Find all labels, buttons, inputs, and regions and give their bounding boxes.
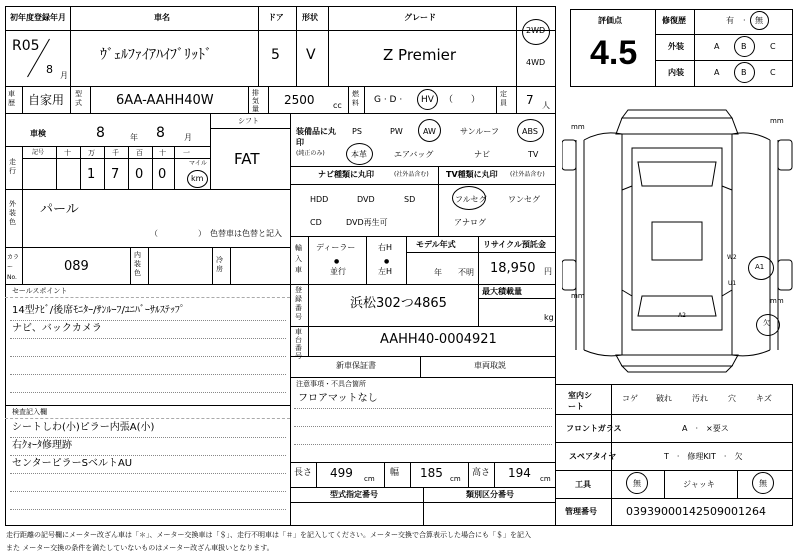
mileage-digit-label-4: 十 xyxy=(159,149,166,157)
diagram-mark-missing: 欠 xyxy=(763,319,770,327)
sales-points-label: セールスポイント xyxy=(12,287,68,295)
length-label: 長さ xyxy=(294,468,313,478)
diagram-mark-a1: A1 xyxy=(755,263,765,271)
sheet-item-burn: コゲ xyxy=(622,394,638,403)
tv-type-label: TV種類に丸印 xyxy=(446,170,498,179)
fuel-hv: HV xyxy=(421,95,434,105)
mileage-unit-km: km xyxy=(191,174,204,183)
interior-grade-b: B xyxy=(741,68,747,77)
fuel-label: 燃料 xyxy=(352,90,359,107)
first-reg-month: 8 xyxy=(46,63,53,76)
color-code-label: カラーNo. xyxy=(7,254,20,281)
footer-note-1: 走行距離の記号欄にメーター改ざん車は「＊」、メーター交換車は「＄」、走行不明車は「＃」を記入してください。メーター交換で合算表示した場合にも「＄」を記入 xyxy=(6,531,531,539)
new-car-warranty: 新車保証書 xyxy=(336,361,376,370)
nav-cd: CD xyxy=(310,218,322,227)
equip-pw: PW xyxy=(390,127,403,136)
diagram-mm-1: mm xyxy=(571,123,585,131)
import-dealer: ディーラー xyxy=(316,243,356,252)
width-unit: cm xyxy=(450,475,461,483)
equip-navi: ナビ xyxy=(474,150,490,159)
car-name-label: 車名 xyxy=(154,13,170,22)
sheet-item-dirt: 汚れ xyxy=(692,394,708,403)
exterior-grade-a: A xyxy=(714,42,720,51)
mileage-digit-label-3: 百 xyxy=(136,149,143,157)
import-label: 輸入車 xyxy=(295,244,302,274)
color-note-paren: （ ） xyxy=(150,229,206,238)
car-manual: 車両取説 xyxy=(474,361,506,370)
car-name: ｳﾞｪﾙﾌｧｲｱﾊｲﾌﾞﾘｯﾄﾞ xyxy=(100,47,212,63)
equip-aw: AW xyxy=(423,127,436,136)
door-label: ドア xyxy=(268,13,284,22)
first-reg-month-unit: 月 xyxy=(60,71,68,80)
sales-point-2: ナビ、バックカメラ xyxy=(12,323,102,334)
nav-dvd-play: DVD再生可 xyxy=(346,218,388,227)
nav-type-label: ナビ種類に丸印 xyxy=(318,170,374,179)
first-reg-label: 初年度登録年月 xyxy=(10,13,66,22)
footer-note-2: また メーター交換の条件を満たしていないものはメーター改ざん車扱いとなります。 xyxy=(6,544,274,552)
first-reg-year: R05 xyxy=(12,38,40,54)
inspection-year: 8 xyxy=(96,125,105,141)
repair-yes: 有 xyxy=(726,16,734,25)
diagram-mark-w2: W2 xyxy=(727,254,737,261)
max-load-unit: kg xyxy=(544,313,554,322)
mileage-digit-2: 7 xyxy=(111,167,120,182)
diagram-mm-3: mm xyxy=(571,292,585,300)
import-parallel: 並行 xyxy=(330,267,346,276)
equip-tv: TV xyxy=(528,150,539,159)
model-year-unit: 年 xyxy=(434,268,442,277)
import-dot: ● xyxy=(334,258,340,265)
tools-value: 無 xyxy=(633,479,641,488)
drive-4wd: 4WD xyxy=(526,58,546,67)
windshield-label: フロントガラス xyxy=(566,424,622,433)
model-value: 6AA-AAHH40W xyxy=(116,93,214,108)
diagram-mark-a2: A2 xyxy=(678,312,686,319)
length-unit: cm xyxy=(364,475,375,483)
grade-value: Z Premier xyxy=(383,46,457,64)
recycle-unit: 円 xyxy=(544,267,552,276)
tools-label: 工具 xyxy=(575,480,591,489)
jack-label: ジャッキ xyxy=(683,480,715,489)
repair-none: 無 xyxy=(755,16,763,25)
tv-fullseg: フルセグ xyxy=(455,195,487,204)
height-value: 194 xyxy=(508,466,531,480)
notes-value: フロアマットなし xyxy=(298,393,378,404)
tv-analog: アナログ xyxy=(454,218,486,227)
height-label: 高さ xyxy=(472,468,491,478)
import-right-h: 右H xyxy=(378,243,393,252)
color-note: 色替車は色替と記入 xyxy=(210,229,282,238)
mileage-digit-4: 0 xyxy=(158,167,167,182)
nav-type-sub: (社外品含む) xyxy=(394,171,429,178)
inspector-line-1: シートしわ(小)ピラー内張A(小) xyxy=(12,422,155,433)
shift-label: シフト xyxy=(238,117,259,125)
model-year-label: モデル年式 xyxy=(416,240,456,249)
shift-value: FAT xyxy=(234,150,260,168)
repair-history-label: 修復歴 xyxy=(662,16,686,25)
type-number-label: 型式指定番号 xyxy=(330,490,378,499)
recycle-label: リサイクル預託金 xyxy=(483,240,546,249)
sheet-item-tear: 破れ xyxy=(656,394,672,403)
repair-sep: · xyxy=(743,16,746,25)
sheet-item-hole: 穴 xyxy=(728,394,736,403)
equip-airbag: エアバッグ xyxy=(394,150,434,159)
chassis-value: AAHH40-0004921 xyxy=(380,332,497,347)
grade-label: グレード xyxy=(404,13,436,22)
equip-sunroof: サンルーフ xyxy=(460,127,499,136)
displacement-unit: cc xyxy=(333,101,342,110)
width-label: 幅 xyxy=(390,468,400,478)
capacity-value: 7 xyxy=(526,93,534,107)
equip-ps: PS xyxy=(352,127,362,136)
usage-value: 自家用 xyxy=(28,93,65,107)
equip-leather: 本革 xyxy=(351,150,367,159)
eval-score: 4.5 xyxy=(590,34,638,72)
capacity-unit: 人 xyxy=(542,101,550,110)
model-year-value: 不明 xyxy=(458,268,474,277)
shape-label: 形状 xyxy=(302,13,318,22)
mileage-digit-label-5: 一 xyxy=(183,149,190,157)
inspection-month-unit: 月 xyxy=(184,133,192,142)
diagram-mm-4: mm xyxy=(770,297,784,305)
width-value: 185 xyxy=(420,466,443,480)
inspection-year-unit: 年 xyxy=(130,133,138,142)
control-number-label: 管理番号 xyxy=(565,507,597,516)
control-number-value: 03939000142509001264 xyxy=(626,505,766,518)
length-value: 499 xyxy=(330,466,353,480)
height-unit: cm xyxy=(540,475,551,483)
tv-type-sub: (社外品含む) xyxy=(510,171,545,178)
recycle-value: 18,950 xyxy=(490,261,536,276)
color-value: パール xyxy=(40,202,79,217)
diagram-mark-u1: U1 xyxy=(728,280,737,287)
diagram-mm-2: mm xyxy=(770,117,784,125)
color-label: 外装色 xyxy=(9,200,16,226)
tv-oneseg: ワンセグ xyxy=(508,195,540,204)
nav-hdd: HDD xyxy=(310,195,329,204)
max-load-label: 最大積載量 xyxy=(482,287,522,296)
interior-sheet-label: 室内シート xyxy=(568,391,592,411)
mileage-digit-label-0: 十 xyxy=(64,149,71,157)
spare-tire-value: T · 修理KIT · 欠 xyxy=(664,452,743,461)
interior-color-label: 内装色 xyxy=(134,251,141,277)
interior-grade-a: A xyxy=(714,68,720,77)
registration-value: 浜松302つ4865 xyxy=(350,296,447,311)
import-dot-2: ● xyxy=(384,258,390,265)
inspection-label: 車検 xyxy=(30,129,46,138)
inspector-line-3: センターピラーSベルトAU xyxy=(12,458,133,469)
inspection-month: 8 xyxy=(156,125,165,141)
drive-2wd: 2WD xyxy=(526,26,546,35)
registration-label: 登録番号 xyxy=(295,286,302,321)
jack-value: 無 xyxy=(759,479,767,488)
nav-sd: SD xyxy=(404,195,416,204)
sales-point-1: 14型ﾅﾋﾞ/後席ﾓﾆﾀｰ/ｻﾝﾙｰﾌ/ﾕﾆﾊﾞｰｻﾙｽﾃｯﾌﾟ xyxy=(12,305,185,316)
cooler-label: 冷房 xyxy=(216,256,223,273)
shape-value: V xyxy=(306,47,316,63)
displacement-label: 排気量 xyxy=(252,89,259,113)
spare-tire-label: スペアタイヤ xyxy=(569,452,617,461)
inspector-label: 検査記入欄 xyxy=(12,408,47,416)
doors-value: 5 xyxy=(271,47,280,63)
chassis-label: 車台番号 xyxy=(295,328,302,360)
fuel-other: （ ） xyxy=(444,95,481,105)
model-label: 型式 xyxy=(75,90,82,107)
usage-label: 車歴 xyxy=(8,90,15,107)
eval-score-label: 評価点 xyxy=(598,16,622,25)
equipment-sublabel: (純正のみ) xyxy=(296,150,325,157)
windshield-value: A · ×要ス xyxy=(682,424,729,433)
mileage-digit-3: 0 xyxy=(135,167,144,182)
import-left-h: 左H xyxy=(378,267,393,276)
mileage-digit-label-2: 千 xyxy=(112,149,119,157)
mileage-label: 走行 xyxy=(9,158,16,175)
inspector-line-2: 右ｸｫｰﾀ修理跡 xyxy=(12,440,72,451)
capacity-label: 定員 xyxy=(500,90,507,107)
mileage-unit-mile: マイル xyxy=(189,160,207,167)
equipment-label: 装備品に丸印 xyxy=(296,127,336,147)
nav-dvd: DVD xyxy=(357,195,375,204)
mileage-digit-label-1: 万 xyxy=(88,149,95,157)
class-number-label: 類別区分番号 xyxy=(466,490,514,499)
exterior-grade-b: B xyxy=(741,42,747,51)
interior-grade-label: 内装 xyxy=(668,68,684,77)
mileage-digit-1: 1 xyxy=(87,167,96,182)
fuel-options: G · D · xyxy=(374,95,403,105)
exterior-grade-c: C xyxy=(770,42,776,51)
equip-abs: ABS xyxy=(522,127,538,136)
color-code: 089 xyxy=(64,259,89,274)
sheet-item-scratch: キズ xyxy=(756,394,772,403)
interior-grade-c: C xyxy=(770,68,776,77)
mileage-symbol-label: 記号 xyxy=(32,149,45,156)
exterior-grade-label: 外装 xyxy=(668,42,684,51)
displacement-value: 2500 xyxy=(284,93,315,107)
notes-label: 注意事項・不具合箇所 xyxy=(296,380,366,388)
